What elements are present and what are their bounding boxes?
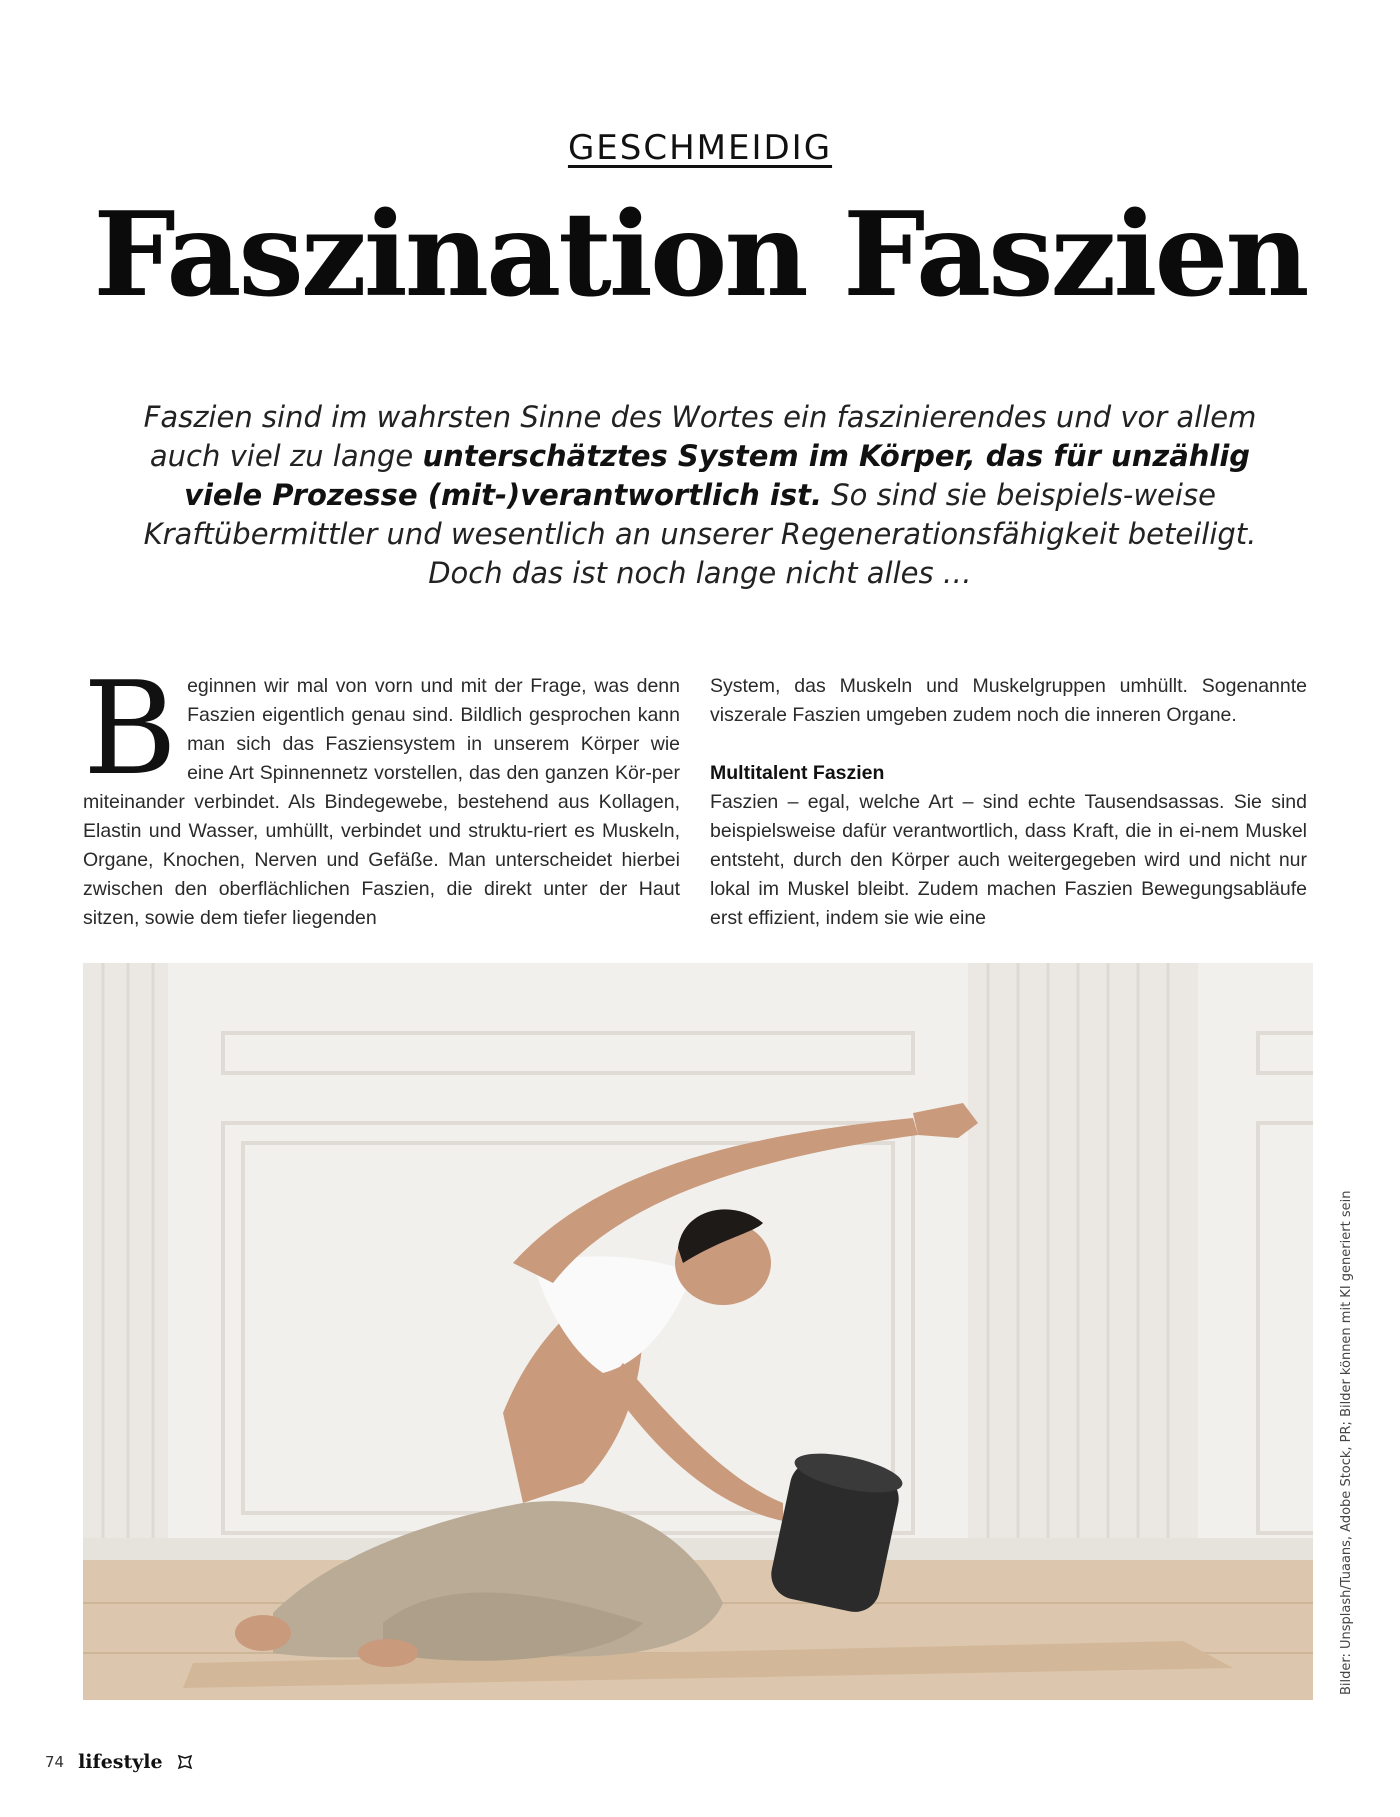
page-footer	[45, 1751, 193, 1773]
article-headline: Faszination Faszien	[93, 187, 1307, 323]
body-column-left	[83, 655, 680, 933]
drop-cap: B	[83, 655, 178, 804]
magazine-brand: lifestyle	[78, 1751, 163, 1773]
star-outline-icon	[177, 1754, 193, 1770]
article-lead	[140, 398, 1260, 593]
photo-credit: Bilder: Unsplash/Tuaans, Adobe Stock, PR; Bilder können mit KI generiert sein	[1339, 1190, 1354, 1695]
lead-text-bold: unterschätztes System im Körper, das für unzählig viele Prozesse (mit-)verantwortlich ist.	[184, 439, 1251, 512]
section-subhead: Multitalent Faszien	[710, 762, 885, 784]
body-column-right	[710, 672, 1307, 933]
body-text-right-1: System, das Muskeln und Muskelgruppen umhüllt. Sogenannte viszerale Faszien umgeben zudem noch die inneren Organe.	[710, 675, 1307, 726]
page-number: 74	[45, 1753, 65, 1771]
article-photo	[83, 963, 1313, 1700]
article-kicker: GESCHMEIDIG	[567, 128, 833, 168]
lead-text-2: So sind sie beispiels-weise Kraftübermittler und wesentlich an unserer Regenerationsfähigkeit beteiligt. Doch das ist noch lange nicht alles …	[143, 478, 1257, 590]
lead-text-1: Faszien sind im wahrsten Sinne des Wortes ein faszinierendes und vor allem auch viel zu lange	[143, 400, 1257, 473]
body-text-right-2: Faszien – egal, welche Art – sind echte Tausendsassas. Sie sind beispielsweise dafür verantwortlich, dass Kraft, die in ei-nem Muskel entsteht, durch den Körper auch weitergegeben wird und nicht nur lokal im Muskel bleibt. Zudem machen Faszien Bewegungsabläufe erst effizient, indem sie wie eine	[710, 791, 1307, 929]
body-text-left: eginnen wir mal von vorn und mit der Frage, was denn Faszien eigentlich genau sind. Bildlich gesprochen kann man sich das Fasziensystem in unserem Körper wie eine Art Spinnennetz vorstellen, das den ganzen Kör-per miteinander verbindet. Als Bindegewebe, bestehend aus Kollagen, Elastin und Wasser, umhüllt, verbindet und struktu-riert es Muskeln, Organe, Knochen, Nerven und Gefäße. Man unterscheidet hierbei zwischen den oberflächlichen Faszien, die direkt unter der Haut sitzen, sowie dem tiefer liegenden	[83, 675, 680, 929]
